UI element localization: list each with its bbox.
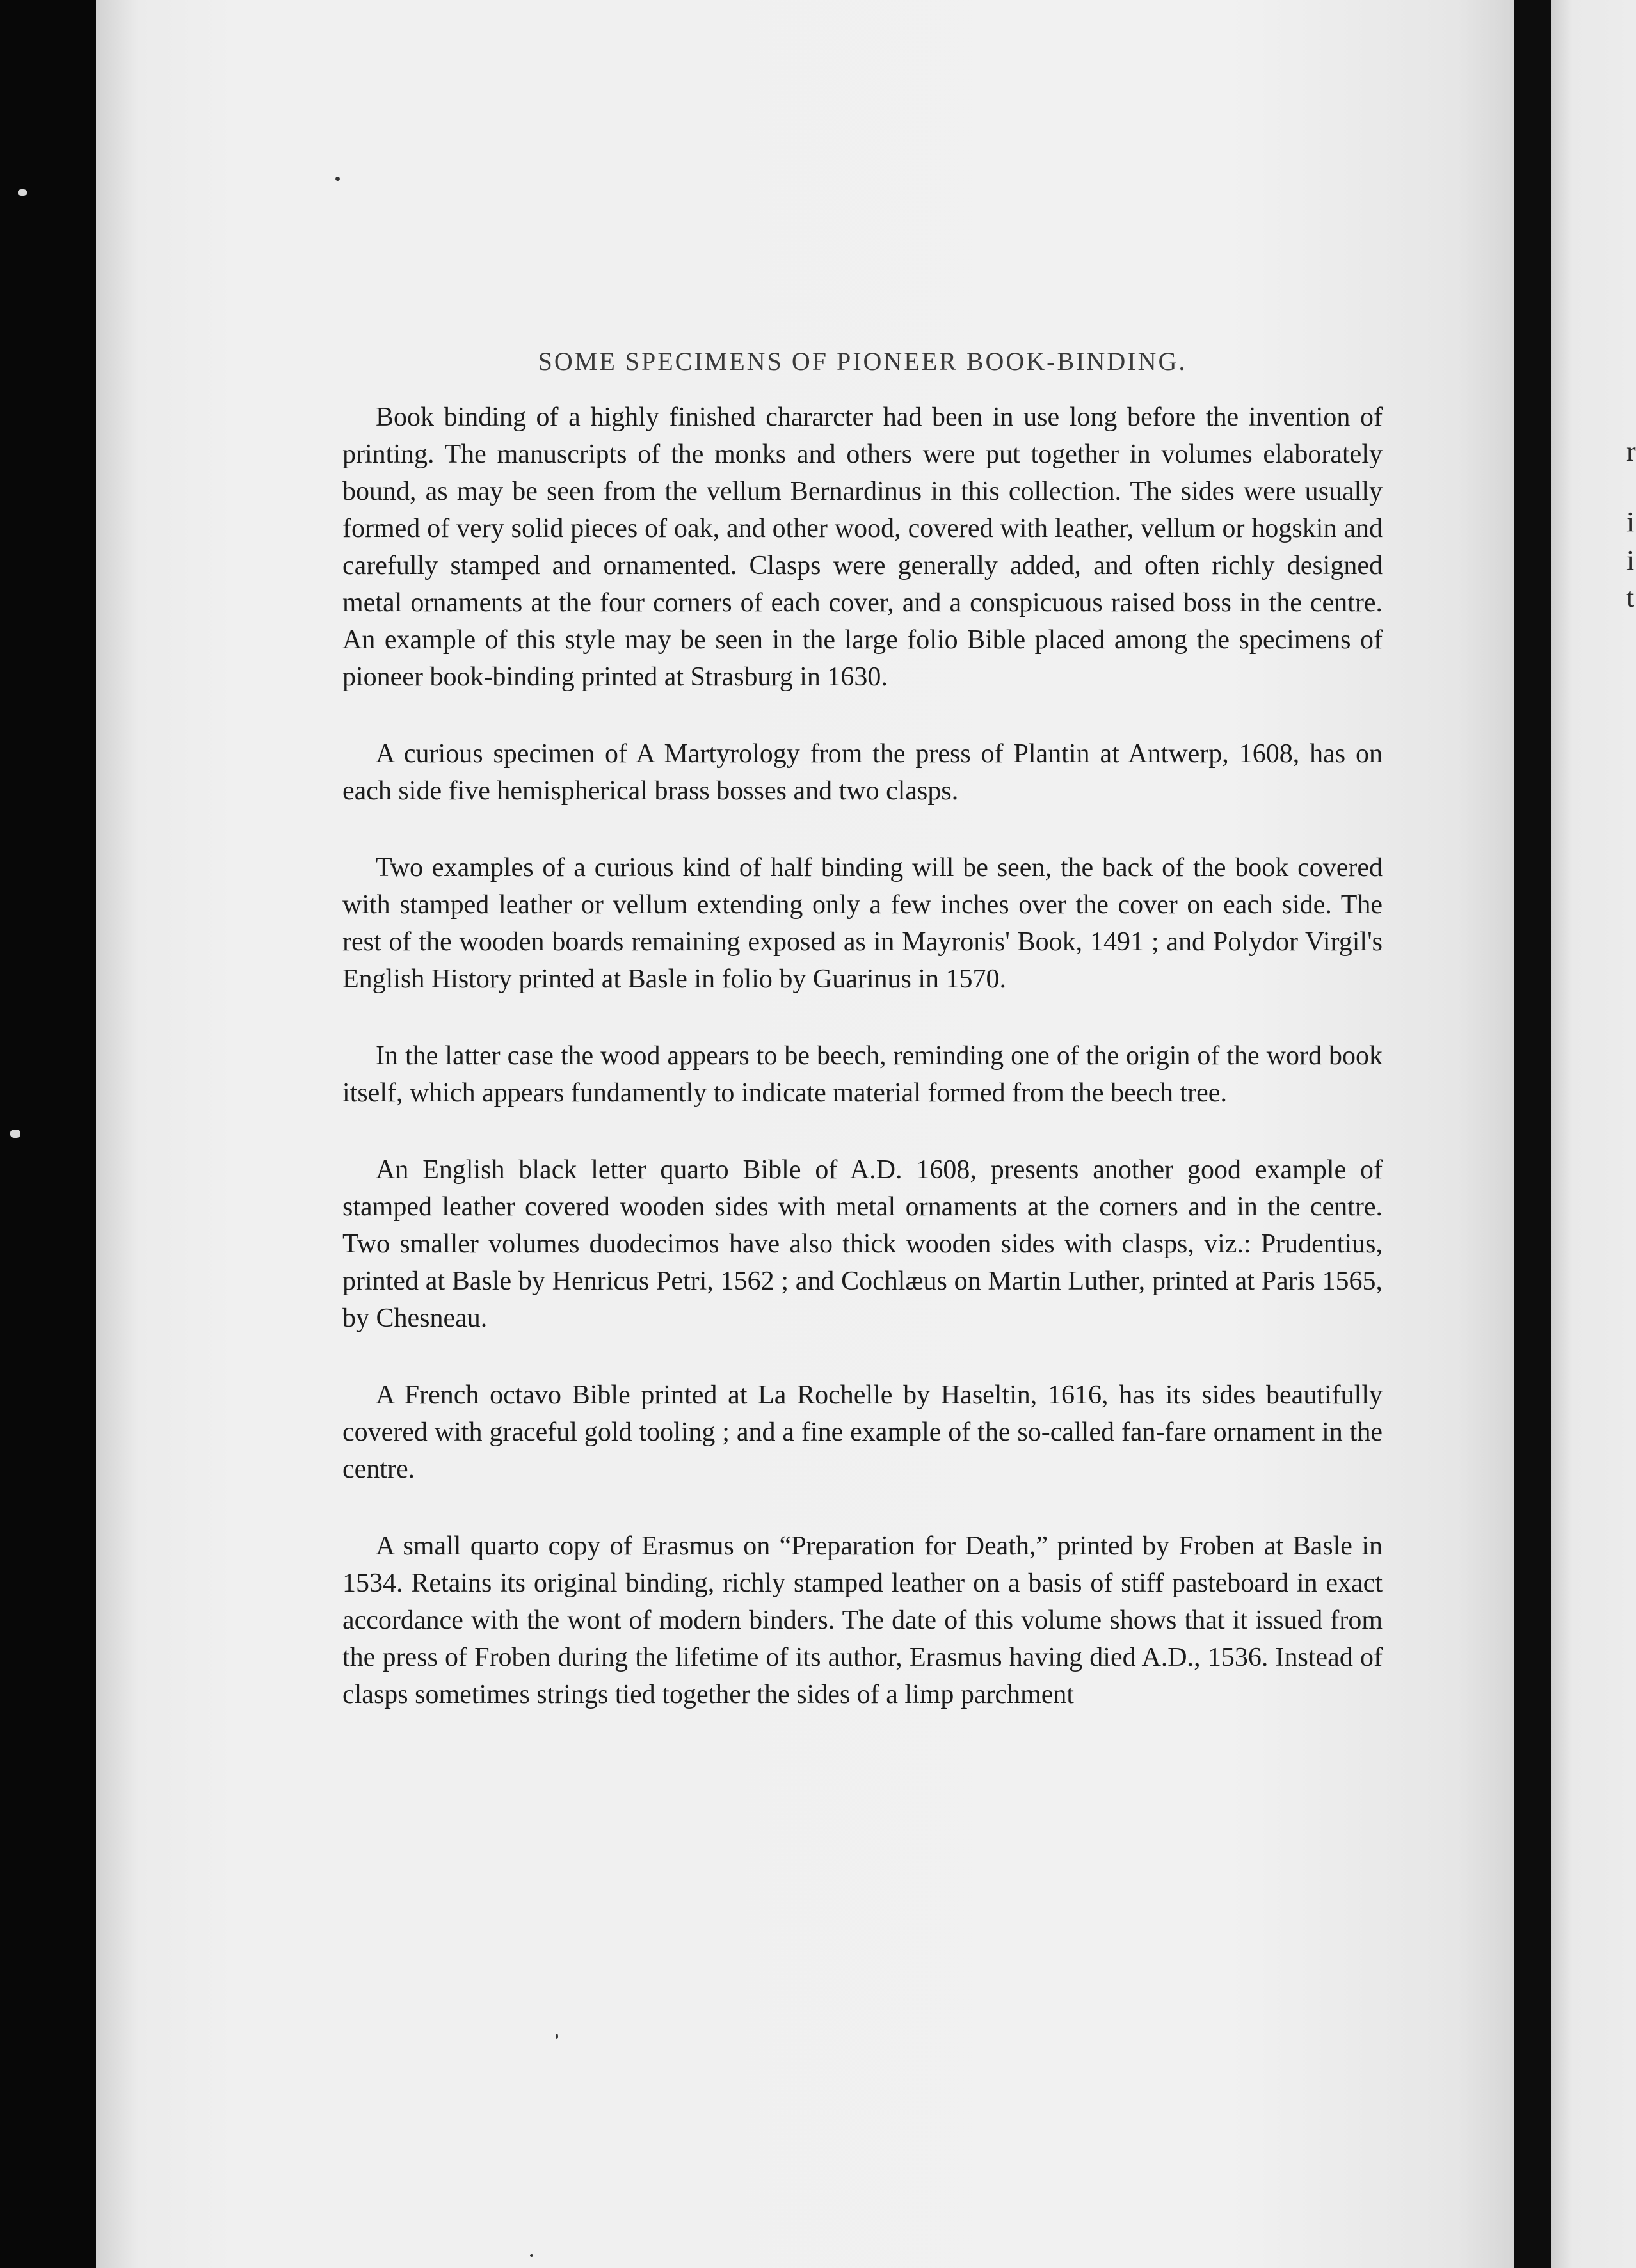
adjacent-page-fragment: t: [1626, 582, 1635, 613]
paragraph: A French octavo Bible printed at La Rochelle by Haseltin, 1616, has its sides beautifully covered with graceful gold tooling ; and a fine example of the so-called fan-fare ornament in the centre.: [342, 1380, 1383, 1484]
adjacent-page-fragment: r: [1626, 436, 1636, 467]
paragraph: A small quarto copy of Erasmus on “Preparation for Death,” printed by Froben at Basle in 1534. Retains its original binding, richly stamped leather on a basis of stiff pasteboard in exact accordance with the wont of modern binders. The date of this volume shows that it issued from the press of Froben during the lifetime of its author, Erasmus having died A.D., 1536. Instead of clasps sometimes strings tied together the sides of a limp parchment: [342, 1531, 1383, 1709]
paragraph: Two examples of a curious kind of half binding will be seen, the back of the book covered with stamped leather or vellum extending only a few inches over the cover on each side. The rest of the wooden boards remaining exposed as in Mayronis' Book, 1491 ; and Polydor Virgil's English History printed at Basle in folio by Guarinus in 1570.: [342, 853, 1383, 994]
adjacent-page-edge: [1551, 0, 1636, 2268]
page-content: [342, 342, 1383, 1713]
paragraph: A curious specimen of A Martyrology from the press of Plantin at Antwerp, 1608, has on each side five hemispherical brass bosses and two clasps.: [342, 739, 1383, 806]
ink-dot: [530, 2254, 533, 2257]
paragraph: An English black letter quarto Bible of A.D. 1608, presents another good example of stamped leather covered wooden sides with metal ornaments at the corners and in the centre. Two smaller volumes duodecimos have also thick wooden sides with clasps, viz.: Prudentius, printed at Basle by Henricus Petri, 1562 ; and Cochlæus on Martin Luther, printed at Paris 1565, by Chesneau.: [342, 1155, 1383, 1333]
paragraph: In the latter case the wood appears to be beech, reminding one of the origin of the word book itself, which appears fundamently to indicate material formed from the beech tree.: [342, 1041, 1383, 1108]
ink-dot: [335, 177, 340, 181]
scan-speck: [18, 189, 27, 196]
adjacent-page-fragment: i: [1626, 545, 1635, 576]
ink-dot: [556, 2034, 558, 2039]
page-title: SOME SPECIMENS OF PIONEER BOOK-BINDING.: [538, 347, 1187, 376]
scan-speck: [10, 1130, 20, 1138]
book-gutter: [1514, 0, 1551, 2268]
paragraph: Book binding of a highly finished chararcter had been in use long before the invention of printing. The manuscripts of the monks and others were put together in volumes elaborately bound, as may be seen from the vellum Bernardinus in this collection. The sides were usually formed of very solid pieces of oak, and other wood, covered with leather, vellum or hogskin and carefully stamped and ornamented. Clasps were generally added, and often richly designed metal ornaments at the four corners of each cover, and a conspicuous raised boss in the centre. An example of this style may be seen in the large folio Bible placed among the specimens of pioneer book-binding printed at Strasburg in 1630.: [342, 403, 1383, 692]
adjacent-page-fragment: i: [1626, 506, 1635, 538]
